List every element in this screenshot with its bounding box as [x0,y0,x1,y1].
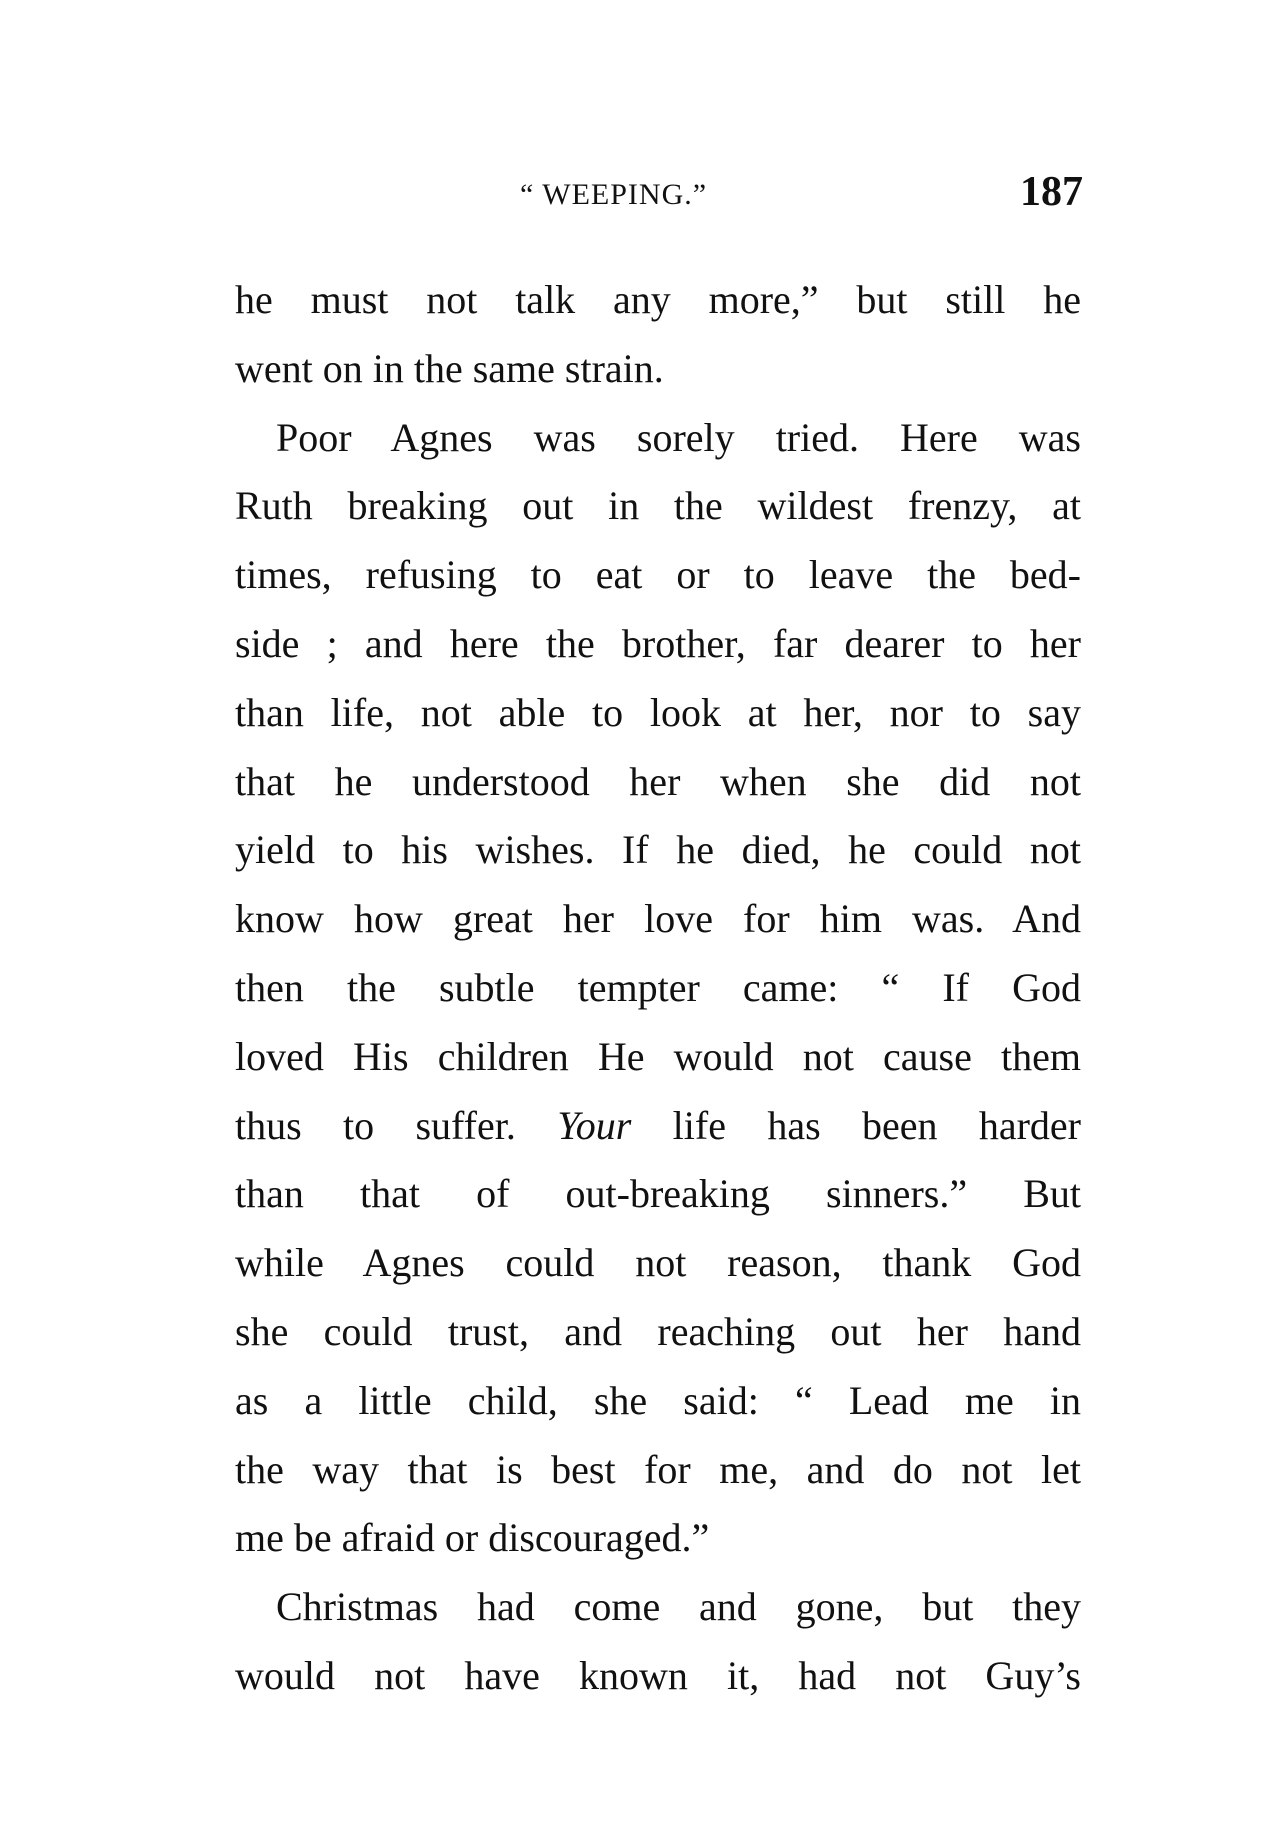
text-line: she could trust, and reaching out her hand [235,1309,1081,1354]
text-line: side ; and here the brother, far dearer to her [235,621,1081,666]
text-line: times, refusing to eat or to leave the bed- [235,552,1081,598]
text-line: then the subtle tempter came: “ If God [235,965,1081,1010]
text-line: yield to his wishes. If he died, he could not [235,827,1081,873]
text-line: me be afraid or discouraged.” [235,1515,710,1561]
text-line: than that of out-breaking sinners.” But [235,1171,1081,1217]
text-line: the way that is best for me, and do not let [235,1446,1081,1492]
text-line: Christmas had come and gone, but they [276,1584,1081,1630]
text-line: thus to suffer. Your life has been harder [235,1102,1081,1148]
text-line: Ruth breaking out in the wildest frenzy, at [235,483,1081,529]
running-title: “ WEEPING.” [520,178,708,211]
text-line: went on in the same strain. [235,345,664,391]
text-line: would not have known it, had not Guy’s [235,1653,1081,1698]
page-number: 187 [1020,169,1083,215]
text-line: he must not talk any more,” but still he [235,277,1081,322]
text-line: while Agnes could not reason, thank God [235,1240,1081,1286]
text-line: that he understood her when she did not [235,758,1081,804]
text-line: loved His children He would not cause them [235,1033,1081,1079]
text-line: know how great her love for him was. And [235,896,1081,942]
text-line: as a little child, she said: “ Lead me in [235,1377,1081,1423]
text-line: than life, not able to look at her, nor to say [235,689,1081,735]
text-line: Poor Agnes was sorely tried. Here was [276,414,1081,460]
